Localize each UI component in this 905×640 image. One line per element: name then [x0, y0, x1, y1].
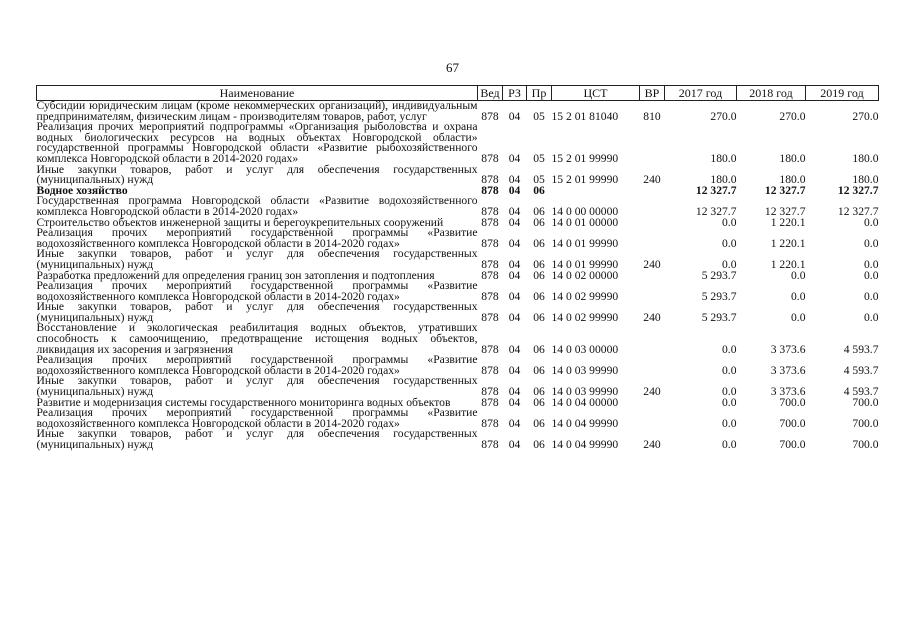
row-2019: 270.0	[852, 109, 879, 123]
row-vr	[640, 281, 665, 302]
row-rz: 04	[508, 109, 521, 123]
row-2019: 12 327.7	[837, 204, 879, 218]
row-name: Разработка предложений для определения границ зон затопления и подтопления	[36, 268, 435, 282]
table-row	[37, 429, 879, 450]
row-pr: 06	[533, 385, 545, 399]
row-ved: 878	[481, 385, 499, 399]
row-2019: 4 593.7	[843, 363, 879, 377]
row-vr: 240	[643, 385, 661, 399]
row-name: Иные закупки товаров, работ и услуг для обеспечения государственных (муниципальных) нужд	[36, 300, 478, 324]
row-cst: 14 0 04 99990	[551, 438, 619, 451]
row-2017: 0.0	[722, 438, 737, 451]
row-ved: 878	[481, 173, 499, 187]
row-name: Реализация прочих мероприятий государственной программы «Развитие водохозяйственного комплекса Новгородской области в 2014-2020 годах»	[36, 226, 478, 250]
row-cst: 14 0 02 99990	[551, 289, 619, 303]
row-pr: 06	[533, 395, 545, 409]
row-2018: 3 373.6	[770, 363, 806, 377]
row-2018: 1 220.1	[770, 236, 806, 250]
row-rz: 04	[508, 236, 521, 250]
table-row	[37, 408, 879, 429]
table-row	[37, 376, 879, 397]
row-2017: 0.0	[722, 342, 737, 356]
row-cst	[552, 186, 640, 197]
row-vr	[640, 271, 665, 282]
row-ved: 878	[481, 416, 499, 430]
table-row	[37, 302, 879, 323]
row-2018: 0.0	[791, 268, 806, 282]
row-2018: 700.0	[779, 438, 806, 451]
row-2018: 12 327.7	[764, 204, 806, 218]
row-vr: 240	[643, 438, 661, 451]
row-ved: 878	[481, 342, 499, 356]
row-vr	[640, 408, 665, 429]
row-ved: 878	[481, 183, 499, 197]
row-2018: 180.0	[779, 151, 806, 165]
row-ved: 878	[481, 215, 499, 229]
row-ved: 878	[481, 289, 499, 303]
row-cst: 14 0 04 99990	[551, 416, 619, 430]
row-pr: 05	[533, 151, 545, 165]
row-vr: 810	[643, 109, 661, 123]
row-pr: 06	[533, 342, 545, 356]
row-pr: 06	[533, 236, 545, 250]
row-2018: 3 373.6	[770, 342, 806, 356]
row-rz: 04	[508, 385, 521, 399]
row-rz: 04	[508, 342, 521, 356]
row-2019: 0.0	[864, 310, 879, 324]
row-ved: 878	[481, 257, 499, 271]
row-2017: 5 293.7	[701, 289, 737, 303]
row-ved: 878	[481, 236, 499, 250]
row-2019: 4 593.7	[843, 342, 879, 356]
row-name: Развитие и модернизация системы государственного мониторинга водных объектов	[36, 395, 451, 409]
header-2019: 2019 год	[806, 86, 879, 101]
row-vr: 240	[643, 310, 661, 324]
row-pr: 06	[533, 310, 545, 324]
row-name: Восстановление и экологическая реабилитация водных объектов, утративших способность к самоочищению, предотвращение истощения водных объектов, ликвидация их засорения и загрязнения	[36, 321, 478, 356]
row-pr: 06	[533, 215, 545, 229]
table-row	[37, 355, 879, 376]
row-name: Строительство объектов инженерной защиты и берегоукрепительных сооружений	[36, 215, 444, 229]
row-2017: 5 293.7	[701, 268, 737, 282]
row-2019: 700.0	[852, 395, 879, 409]
row-pr: 05	[533, 173, 545, 187]
row-pr: 06	[533, 289, 545, 303]
row-cst: 14 0 03 00000	[551, 342, 619, 356]
header-pr: Пр	[527, 86, 552, 101]
table-row	[37, 228, 879, 249]
row-ved: 878	[481, 310, 499, 324]
row-rz: 04	[508, 310, 521, 324]
row-2017: 5 293.7	[701, 310, 737, 324]
table-row	[37, 101, 879, 123]
row-rz: 04	[508, 268, 521, 282]
row-pr: 05	[533, 109, 545, 123]
row-ved: 878	[481, 395, 499, 409]
row-2017: 180.0	[710, 173, 737, 187]
row-pr: 06	[533, 438, 545, 451]
row-name: Иные закупки товаров, работ и услуг для обеспечения государственных (муниципальных) нужд	[36, 162, 478, 187]
row-2017: 0.0	[722, 257, 737, 271]
row-rz: 04	[508, 151, 521, 165]
row-vr: 240	[643, 173, 661, 187]
row-ved: 878	[481, 151, 499, 165]
header-vr: ВР	[640, 86, 665, 101]
row-vr	[640, 228, 665, 249]
row-2019: 0.0	[864, 268, 879, 282]
header-rz: РЗ	[503, 86, 527, 101]
row-2019: 700.0	[852, 416, 879, 430]
row-ved: 878	[481, 268, 499, 282]
budget-table	[36, 85, 879, 451]
row-cst: 15 2 01 81040	[551, 109, 619, 123]
row-vr	[640, 218, 665, 229]
row-2018: 1 220.1	[770, 257, 806, 271]
row-name: Реализация прочих мероприятий государственной программы «Развитие водохозяйственного комплекса Новгородской области в 2014-2020 годах»	[36, 279, 478, 303]
row-2017: 0.0	[722, 363, 737, 377]
row-vr	[640, 122, 665, 164]
row-vr: 240	[643, 257, 661, 271]
row-rz: 04	[508, 215, 521, 229]
row-cst: 15 2 01 99990	[551, 151, 619, 165]
row-rz: 04	[508, 289, 521, 303]
row-2018: 1 220.1	[770, 215, 806, 229]
header-ved: Вед	[478, 86, 503, 101]
row-ved: 878	[481, 109, 499, 123]
table-row	[37, 122, 879, 164]
row-cst: 14 0 01 99990	[551, 257, 619, 271]
table-row	[37, 249, 879, 270]
row-name: Водное хозяйство	[36, 183, 128, 197]
row-name: Реализация прочих мероприятий государственной программы «Развитие водохозяйственного комплекса Новгородской области в 2014-2020 годах»	[36, 353, 478, 377]
header-name: Наименование	[37, 86, 478, 101]
row-name: Иные закупки товаров, работ и услуг для обеспечения государственных (муниципальных) нужд	[36, 374, 478, 399]
row-cst: 14 0 03 99990	[551, 363, 619, 377]
row-2018: 3 373.6	[770, 385, 806, 399]
row-rz: 04	[508, 416, 521, 430]
row-2018: 700.0	[779, 416, 806, 430]
row-cst: 14 0 04 00000	[551, 395, 619, 409]
row-cst: 14 0 03 99990	[551, 385, 619, 399]
row-rz: 04	[508, 183, 521, 197]
row-2018: 180.0	[779, 173, 806, 187]
row-cst: 14 0 02 99990	[551, 310, 619, 324]
row-cst: 14 0 00 00000	[551, 204, 619, 218]
row-2018: 12 327.7	[764, 183, 806, 197]
row-2017: 270.0	[710, 109, 737, 123]
table-row	[37, 165, 879, 186]
row-2019: 700.0	[852, 438, 879, 451]
table-row	[37, 196, 879, 217]
row-vr	[640, 196, 665, 217]
table-row	[37, 323, 879, 355]
row-2019: 0.0	[864, 236, 879, 250]
table-row	[37, 281, 879, 302]
row-vr	[640, 186, 665, 197]
row-2018: 270.0	[779, 109, 806, 123]
row-name: Реализация прочих мероприятий подпрограммы «Организация рыболовства и охрана водных биологических ресурсов на водных объектах Новгородской области» государственной программы Новгородской области «Развитие рыбохозяйственного комплекса Новгородской области в 2014-2020 годах»	[36, 120, 478, 165]
row-pr: 06	[533, 183, 545, 197]
row-cst: 14 0 01 99990	[551, 236, 619, 250]
row-2019: 12 327.7	[837, 183, 879, 197]
row-ved: 878	[481, 363, 499, 377]
row-pr: 06	[533, 204, 545, 218]
header-2018: 2018 год	[737, 86, 806, 101]
row-2017: 0.0	[722, 416, 737, 430]
row-2017: 12 327.7	[695, 183, 737, 197]
row-rz: 04	[508, 173, 521, 187]
row-vr	[640, 398, 665, 409]
row-name: Иные закупки товаров, работ и услуг для обеспечения государственных (муниципальных) нужд	[36, 427, 478, 451]
row-2017: 180.0	[710, 151, 737, 165]
row-2017: 12 327.7	[695, 204, 737, 218]
row-rz: 04	[508, 204, 521, 218]
row-2019: 0.0	[864, 257, 879, 271]
row-2017: 0.0	[722, 385, 737, 399]
page-number: 67	[446, 60, 459, 75]
row-2019: 4 593.7	[843, 385, 879, 399]
header-2017: 2017 год	[665, 86, 737, 101]
row-2019: 0.0	[864, 289, 879, 303]
row-pr: 06	[533, 416, 545, 430]
row-cst: 14 0 02 00000	[551, 268, 619, 282]
row-2017: 0.0	[722, 215, 737, 229]
header-cst: ЦСТ	[552, 86, 640, 101]
row-name: Иные закупки товаров, работ и услуг для обеспечения государственных (муниципальных) нужд	[36, 247, 478, 271]
row-rz: 04	[508, 395, 521, 409]
row-2018: 700.0	[779, 395, 806, 409]
row-ved: 878	[481, 438, 499, 451]
row-ved: 878	[481, 204, 499, 218]
row-vr	[640, 323, 665, 355]
row-rz: 04	[508, 257, 521, 271]
row-2017: 0.0	[722, 236, 737, 250]
row-pr: 06	[533, 363, 545, 377]
row-vr	[640, 355, 665, 376]
row-name: Субсидии юридическим лицам (кроме некоммерческих организаций), индивидуальным предпринимателям, физическим лицам - производителям товаров, работ, услуг	[36, 99, 478, 123]
row-name: Реализация прочих мероприятий государственной программы «Развитие водохозяйственного комплекса Новгородской области в 2014-2020 годах»	[36, 406, 478, 430]
row-2017: 0.0	[722, 395, 737, 409]
row-name: Государственная программа Новгородской области «Развитие водохозяйственного комплекса Новгородской области в 2014-2020 годах»	[36, 194, 478, 218]
row-rz: 04	[508, 363, 521, 377]
row-2018: 0.0	[791, 310, 806, 324]
row-cst: 15 2 01 99990	[551, 173, 619, 187]
row-pr: 06	[533, 268, 545, 282]
row-pr: 06	[533, 257, 545, 271]
row-2019: 180.0	[852, 151, 879, 165]
row-2019: 180.0	[852, 173, 879, 187]
row-2018: 0.0	[791, 289, 806, 303]
table-body	[37, 101, 879, 451]
row-rz: 04	[508, 438, 521, 451]
row-cst: 14 0 01 00000	[551, 215, 619, 229]
row-2019: 0.0	[864, 215, 879, 229]
